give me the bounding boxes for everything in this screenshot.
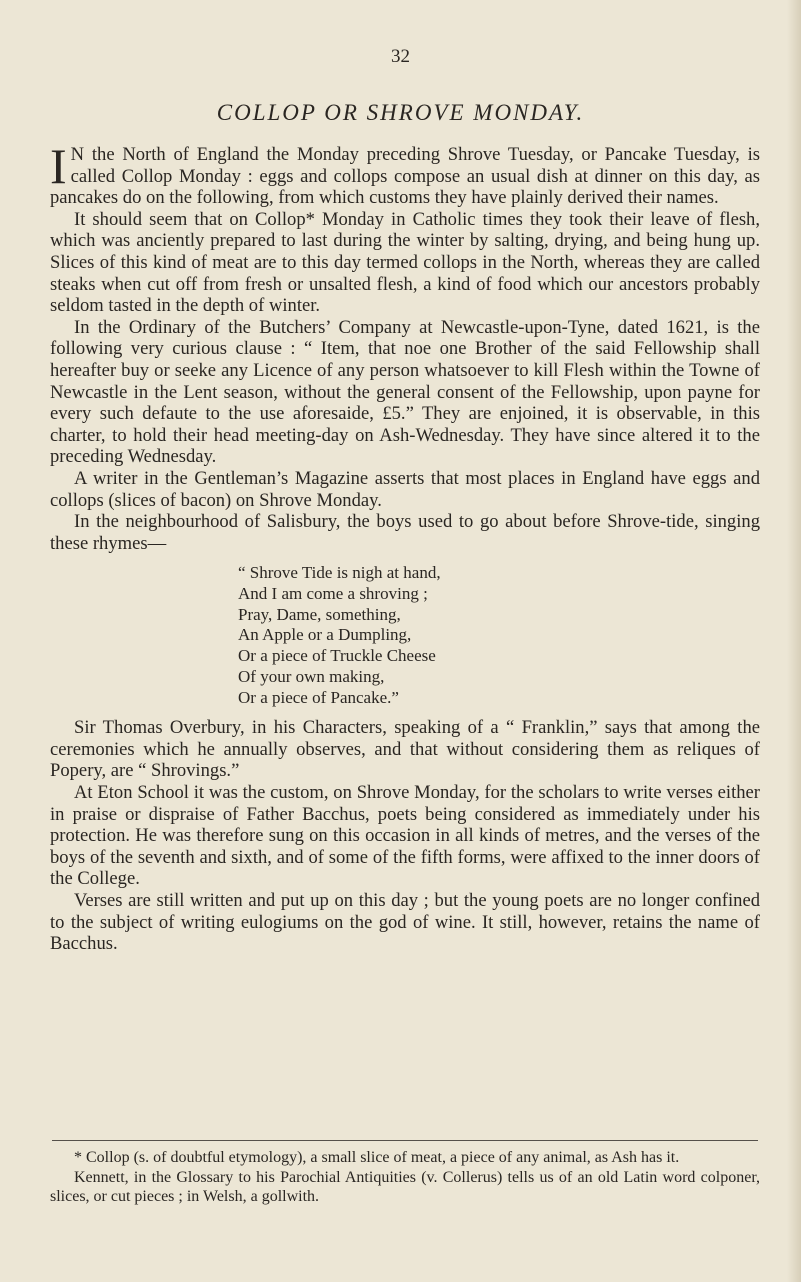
body-text <box>50 138 760 955</box>
verse-line: Or a piece of Truckle Cheese <box>238 646 436 666</box>
footnote-1: * Collop (s. of doubtful etymology), a small slice of meat, a piece of any animal, as Ash has it. <box>74 1149 680 1166</box>
verse-line: An Apple or a Dumpling, <box>238 625 412 645</box>
verse-block <box>238 563 760 708</box>
paragraph-1-text: N the North of England the Monday preceding Shrove Tuesday, or Pancake Tuesday, is called Collop Monday : eggs and collops compose an usual dish at dinner on this day, as pancakes do on the following, from which customs they have plainly derived their names. <box>50 144 760 209</box>
paragraph-1 <box>50 138 760 209</box>
chapter-heading: COLLOP OR SHROVE MONDAY. <box>216 100 585 125</box>
paragraph-7: At Eton School it was the custom, on Shrove Monday, for the scholars to write verses either in praise or dispraise of Father Bacchus, poets being considered as immediately under his protection. He was therefore sung on this occasion in all kinds of metres, and the verses of the boys of the seventh and sixth, and of some of the fifth forms, were affixed to the inner doors of the College. <box>50 781 760 890</box>
page-edge-shadow <box>787 0 801 1282</box>
page-number: 32 <box>391 46 410 67</box>
paragraph-6: Sir Thomas Overbury, in his Characters, speaking of a “ Franklin,” says that among the ceremonies which he annually observes, and that without considering them as reliques of Popery, are “ Shrovings.” <box>50 717 760 782</box>
paragraph-2: It should seem that on Collop* Monday in Catholic times they took their leave of flesh, which was anciently prepared to last during the winter by salting, drying, and being hung up. Slices of this kind of meat are to this day termed collops in the North, whereas they are called steaks when cut off from fresh or unsalted flesh, a kind of food which our ancestors probably seldom tasted in the depth of winter. <box>50 208 760 317</box>
paragraph-8: Verses are still written and put up on this day ; but the young poets are no longer confined to the subject of writing eulogiums on the god of wine. It still, however, retains the name of Bacchus. <box>50 889 760 955</box>
footnote-divider <box>52 1140 758 1141</box>
footnote-2: Kennett, in the Glossary to his Parochial Antiquities (v. Collerus) tells us of an old Latin word colponer, slices, or cut pieces ; in Welsh, a gollwith. <box>50 1168 760 1205</box>
verse-line: Or a piece of Pancake.” <box>238 687 399 707</box>
paragraph-4: A writer in the Gentleman’s Magazine asserts that most places in England have eggs and collops (slices of bacon) on Shrove Monday. <box>50 467 760 511</box>
footnotes <box>50 1148 760 1207</box>
verse-line: Pray, Dame, something, <box>238 604 401 624</box>
verse-line: “ Shrove Tide is nigh at hand, <box>238 563 441 583</box>
verse-line: Of your own making, <box>238 666 385 686</box>
paragraph-5: In the neighbourhood of Salisbury, the boys used to go about before Shrove-tide, singing these rhymes— <box>50 511 760 554</box>
paragraph-3: In the Ordinary of the Butchers’ Company at Newcastle-upon-Tyne, dated 1621, is the following very curious clause : “ Item, that noe one Brother of the said Fellowship shall hereafter buy or seeke any Licence of any person whatsoever to kill Flesh within the Towne of Newcastle in the Lent season, without the general consent of the Fellowship, upon payne for every such defaute to the use aforesaide, £5.” They are enjoined, it is observable, in this charter, to hold their head meeting-day on Ash-Wednesday. They have since altered it to the preceding Wednesday. <box>50 316 760 468</box>
drop-cap: I <box>50 138 67 194</box>
verse-line: And I am come a shroving ; <box>238 583 428 603</box>
